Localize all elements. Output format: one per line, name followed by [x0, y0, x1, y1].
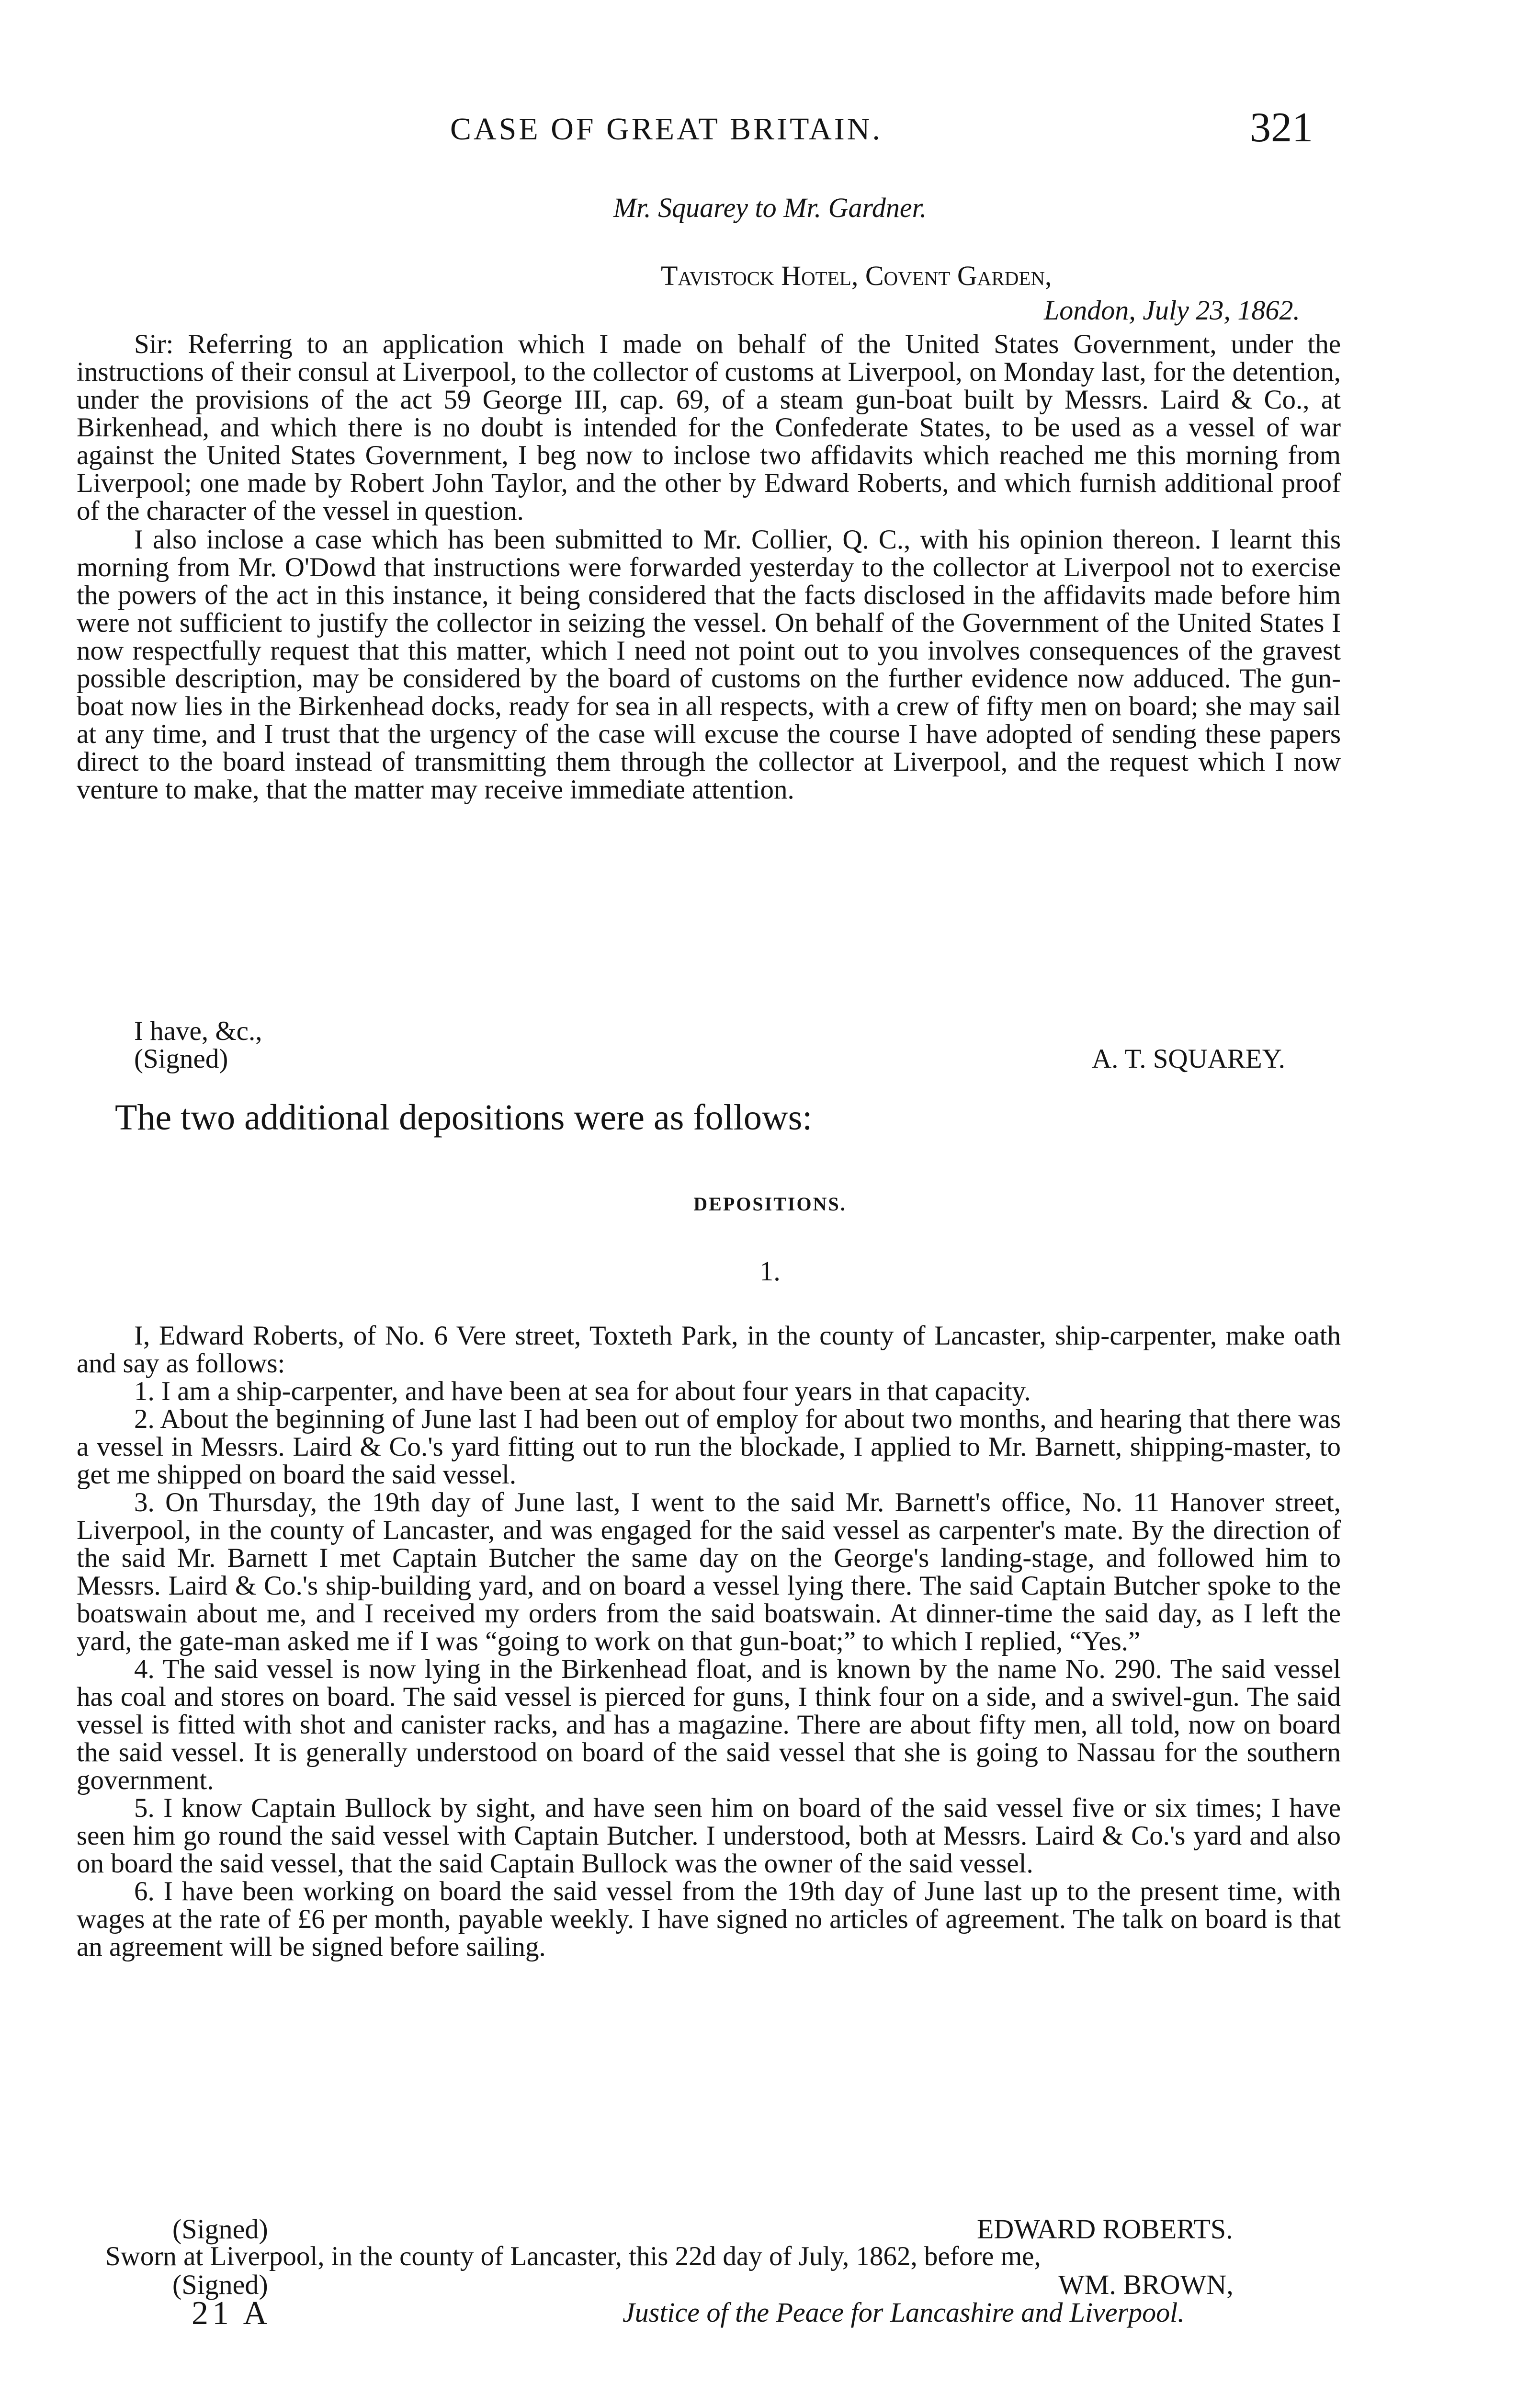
dateline-date: London, July 23, 1862. [1044, 295, 1300, 326]
justice-name: WM. BROWN, [1058, 2269, 1234, 2300]
deposition-item: 4. The said vessel is now lying in the Birkenhead float, and is known by the name No. 290. The said vessel has coal and stores on board. The said vessel is pierced for guns, I think four on a side, and a swivel-gun. The said vessel is fitted with shot and canister racks, and has a magazine. There are about fifty men, all told, now on board the said vessel. It is generally understood on board of the said vessel that she is going to Nassau for the southern government. [77, 1654, 1341, 1795]
running-title: CASE OF GREAT BRITAIN. [450, 112, 883, 147]
letter-title: Mr. Squarey to Mr. Gardner. [613, 192, 927, 223]
page-number: 321 [1250, 104, 1313, 151]
running-head [0, 104, 1540, 164]
justice-title: Justice of the Peace for Lancashire and Liverpool. [623, 2297, 1185, 2328]
deposition-item: 6. I have been working on board the said vessel from the 19th day of June last up to the present time, with wages at the rate of £6 per month, payable weekly. I have signed no articles of agreement. The talk on board is that an agreement will be signed before sailing. [77, 1876, 1341, 1962]
sworn-signed-label: (Signed) [172, 2269, 268, 2300]
deposition-item: 3. On Thursday, the 19th day of June last, I went to the said Mr. Barnett's office, No. 11 Hanover street, Liverpool, in the county of Lancaster, and was engaged for the said vessel as carpenter's mate. By the direction of the said Mr. Barnett I met Captain Butcher the same day on the George's landing-stage, and followed him to Messrs. Laird & Co.'s ship-building yard, and on board a vessel lying there. The said Captain Butcher spoke to the boatswain about me, and I received my orders from the said boatswain. At dinner-time the said day, as I left the yard, the gate-man asked me if I was “going to work on that gun-boat;” to which I replied, “Yes.” [77, 1487, 1341, 1656]
deposition-item: 2. About the beginning of June last I had been out of employ for about two months, and hearing that there was a vessel in Messrs. Laird & Co.'s yard fitting out to run the blockade, I applied to Mr. Barnett, shipping-master, to get me shipped on board the said vessel. [77, 1404, 1341, 1490]
letter-signed-label: (Signed) [134, 1044, 228, 1074]
deposition-item: 1. I am a ship-carpenter, and have been at sea for about four years in that capacity. [134, 1376, 1031, 1406]
letter-signer: A. T. SQUAREY. [1092, 1044, 1285, 1074]
letter-body [77, 331, 1341, 804]
depositions-heading: DEPOSITIONS. [693, 1193, 847, 1215]
deposition-number: 1. [759, 1255, 781, 1287]
section-heading: The two additional depositions were as follows: [115, 1097, 813, 1138]
deposition-signed-label: (Signed) [172, 2213, 268, 2245]
signature-mark: 21 A [192, 2295, 272, 2332]
deposition-signer: EDWARD ROBERTS. [977, 2213, 1233, 2245]
letter-paragraph-2: I also inclose a case which has been submitted to Mr. Collier, Q. C., with his opinion thereon. I learnt this morning from Mr. O'Dowd that instructions were forwarded yesterday to the collector at Liverpool not to exercise the powers of the act in this instance, it being considered that the facts disclosed in the affidavits made before him were not sufficient to justify the collector in seizing the vessel. On behalf of the Government of the United States I now respectfully request that this matter, which I need not point out to you involves consequences of the gravest possible description, may be considered by the board of customs on the further evidence now adduced. The gun-boat now lies in the Birkenhead docks, ready for sea in all respects, with a crew of fifty men on board; she may sail at any time, and I trust that the urgency of the case will excuse the course I have adopted of sending these papers direct to the board instead of transmitting them through the collector at Liverpool, and the request which I now venture to make, that the matter may receive immediate attention. [77, 525, 1341, 805]
deposition-item: 5. I know Captain Bullock by sight, and have seen him on board of the said vessel five or six times; I have seen him go round the said vessel with Captain Butcher. I understood, both at Messrs. Laird & Co.'s yard and also on board the said vessel, that the said Captain Bullock was the owner of the said vessel. [77, 1793, 1341, 1879]
letter-closing: I have, &c., [134, 1016, 262, 1046]
letter-dateline [661, 259, 1379, 328]
dateline-address: Tavistock Hotel, Covent Garden, [661, 260, 1052, 291]
deposition-intro: I, Edward Roberts, of No. 6 Vere street, Toxteth Park, in the county of Lancaster, ship-carpenter, make oath and say as follows: [77, 1321, 1341, 1379]
letter-paragraph-1: Sir: Referring to an application which I made on behalf of the United States Government, under the instructions of their consul at Liverpool, to the collector of customs at Liverpool, on Monday last, for the detention, under the provisions of the act 59 George III, cap. 69, of a steam gun-boat built by Messrs. Laird & Co., at Birkenhead, and which there is no doubt is intended for the Confederate States, to be used as a vessel of war against the United States Government, I beg now to inclose two affidavits which reached me this morning from Liverpool; one made by Robert John Taylor, and the other by Edward Roberts, and which furnish additional proof of the character of the vessel in question. [77, 329, 1341, 526]
sworn-statement: Sworn at Liverpool, in the county of Lancaster, this 22d day of July, 1862, before me, [105, 2241, 1041, 2271]
deposition-body [77, 1322, 1341, 1961]
